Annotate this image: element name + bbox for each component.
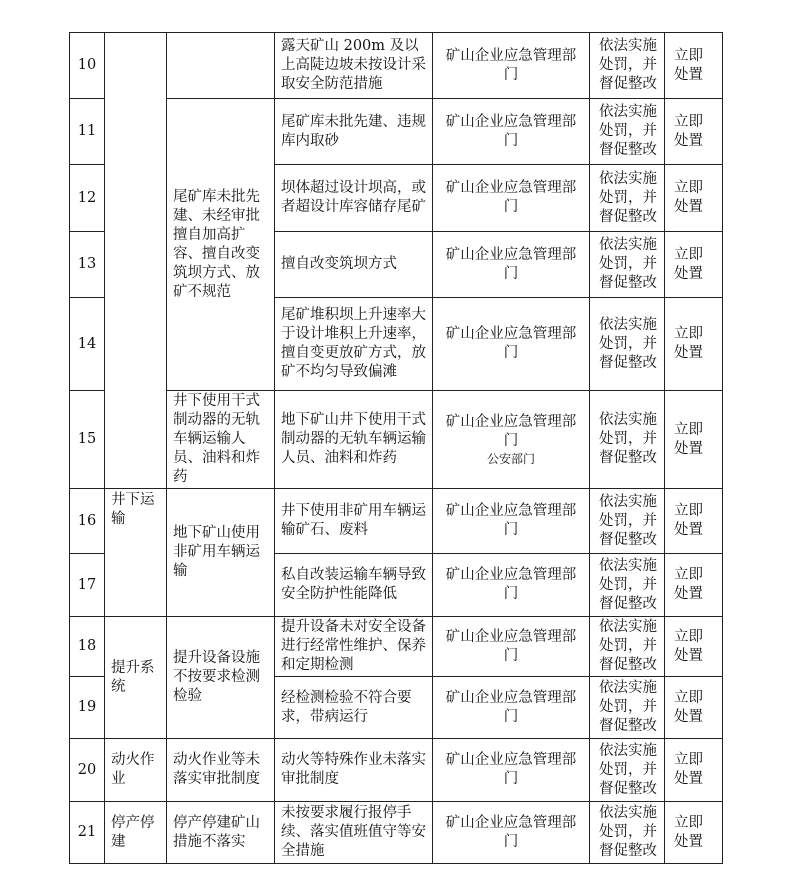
handling-time: 立即处置 [665,489,723,554]
responsible-department: 矿山企业应急管理部门 [433,554,590,617]
row-number: 13 [70,232,105,298]
subcategory-hot-work-approval: 动火作业等未落实审批制度 [167,739,275,802]
hazard-description: 露天矿山 200m 及以上高陡边坡未按设计采取安全防范措施 [275,33,433,99]
hazard-description: 擅自改变筑坝方式 [275,232,433,298]
hazard-description: 经检测检验不符合要求，带病运行 [275,677,433,739]
penalty-measure: 依法实施处罚，并督促整改 [590,232,665,298]
row-number: 12 [70,165,105,232]
penalty-measure: 依法实施处罚，并督促整改 [590,165,665,232]
table-row [70,617,723,677]
handling-time: 立即处置 [665,99,723,165]
category-hot-work: 动火作业 [105,739,167,802]
responsible-department: 矿山企业应急管理部门 [433,489,590,554]
handling-time: 立即处置 [665,554,723,617]
penalty-measure: 依法实施处罚，并督促整改 [590,739,665,802]
handling-time: 立即处置 [665,33,723,99]
handling-time: 立即处置 [665,677,723,739]
row-number: 20 [70,739,105,802]
department-primary: 矿山企业应急管理部门 [445,413,577,449]
handling-time: 立即处置 [665,232,723,298]
responsible-department: 矿山企业应急管理部门 [433,232,590,298]
handling-time: 立即处置 [665,165,723,232]
penalty-measure: 依法实施处罚，并督促整改 [590,677,665,739]
responsible-department: 矿山企业应急管理部门 [433,802,590,864]
penalty-measure: 依法实施处罚，并督促整改 [590,99,665,165]
hazard-description: 私自改装运输车辆导致安全防护性能降低 [275,554,433,617]
row-number: 18 [70,617,105,677]
table-row [70,391,723,489]
responsible-department: 矿山企业应急管理部门 [433,33,590,99]
hazard-description: 坝体超过设计坝高，或者超设计库容储存尾矿 [275,165,433,232]
hazard-table [69,32,723,864]
category-suspended-production: 停产停建 [105,802,167,864]
row-number: 11 [70,99,105,165]
responsible-department [433,391,590,489]
responsible-department: 矿山企业应急管理部门 [433,165,590,232]
table-row [70,739,723,802]
table-row [70,99,723,165]
subcategory-suspension-measures: 停产停建矿山措施不落实 [167,802,275,864]
penalty-measure: 依法实施处罚，并督促整改 [590,802,665,864]
hazard-description: 尾矿堆积坝上升速率大于设计堆积上升速率，擅自变更放矿方式，放矿不均匀导致偏滩 [275,298,433,391]
penalty-measure: 依法实施处罚，并督促整改 [590,489,665,554]
subcategory-hoist-testing: 提升设备设施不按要求检测检验 [167,617,275,739]
category-cell-empty [105,33,167,489]
hazard-description: 地下矿山井下使用干式制动器的无轨车辆运输人员、油料和炸药 [275,391,433,489]
table-row [70,802,723,864]
row-number: 19 [70,677,105,739]
hazard-description: 动火等特殊作业未落实审批制度 [275,739,433,802]
penalty-measure: 依法实施处罚，并督促整改 [590,554,665,617]
penalty-measure: 依法实施处罚，并督促整改 [590,33,665,99]
penalty-measure: 依法实施处罚，并督促整改 [590,617,665,677]
handling-time: 立即处置 [665,739,723,802]
penalty-measure: 依法实施处罚，并督促整改 [590,391,665,489]
row-number: 17 [70,554,105,617]
hazard-description: 提升设备未对安全设备进行经常性维护、保养和定期检测 [275,617,433,677]
responsible-department: 矿山企业应急管理部门 [433,99,590,165]
handling-time: 立即处置 [665,298,723,391]
hazard-description: 未按要求履行报停手续、落实值班值守等安全措施 [275,802,433,864]
subcategory-non-mine-vehicle: 地下矿山使用非矿用车辆运输 [167,489,275,617]
responsible-department: 矿山企业应急管理部门 [433,617,590,677]
hazard-description: 井下使用非矿用车辆运输矿石、废料 [275,489,433,554]
category-underground-transport: 井下运输 [105,489,167,617]
row-number: 15 [70,391,105,489]
subcategory-cell-empty [167,33,275,99]
handling-time: 立即处置 [665,391,723,489]
hazard-description: 尾矿库未批先建、违规库内取砂 [275,99,433,165]
row-number: 16 [70,489,105,554]
responsible-department: 矿山企业应急管理部门 [433,739,590,802]
responsible-department: 矿山企业应急管理部门 [433,298,590,391]
penalty-measure: 依法实施处罚，并督促整改 [590,298,665,391]
subcategory-tailings: 尾矿库未批先建、未经审批擅自加高扩容、擅自改变筑坝方式、放矿不规范 [167,99,275,391]
row-number: 21 [70,802,105,864]
department-extra: 公安部门 [486,451,535,466]
row-number: 10 [70,33,105,99]
category-hoisting-system: 提升系统 [105,617,167,739]
row-number: 14 [70,298,105,391]
responsible-department: 矿山企业应急管理部门 [433,677,590,739]
table-row [70,33,723,99]
handling-time: 立即处置 [665,802,723,864]
subcategory-dry-brake: 井下使用干式制动器的无轨车辆运输人员、油料和炸药 [167,391,275,489]
handling-time: 立即处置 [665,617,723,677]
table-row [70,489,723,554]
